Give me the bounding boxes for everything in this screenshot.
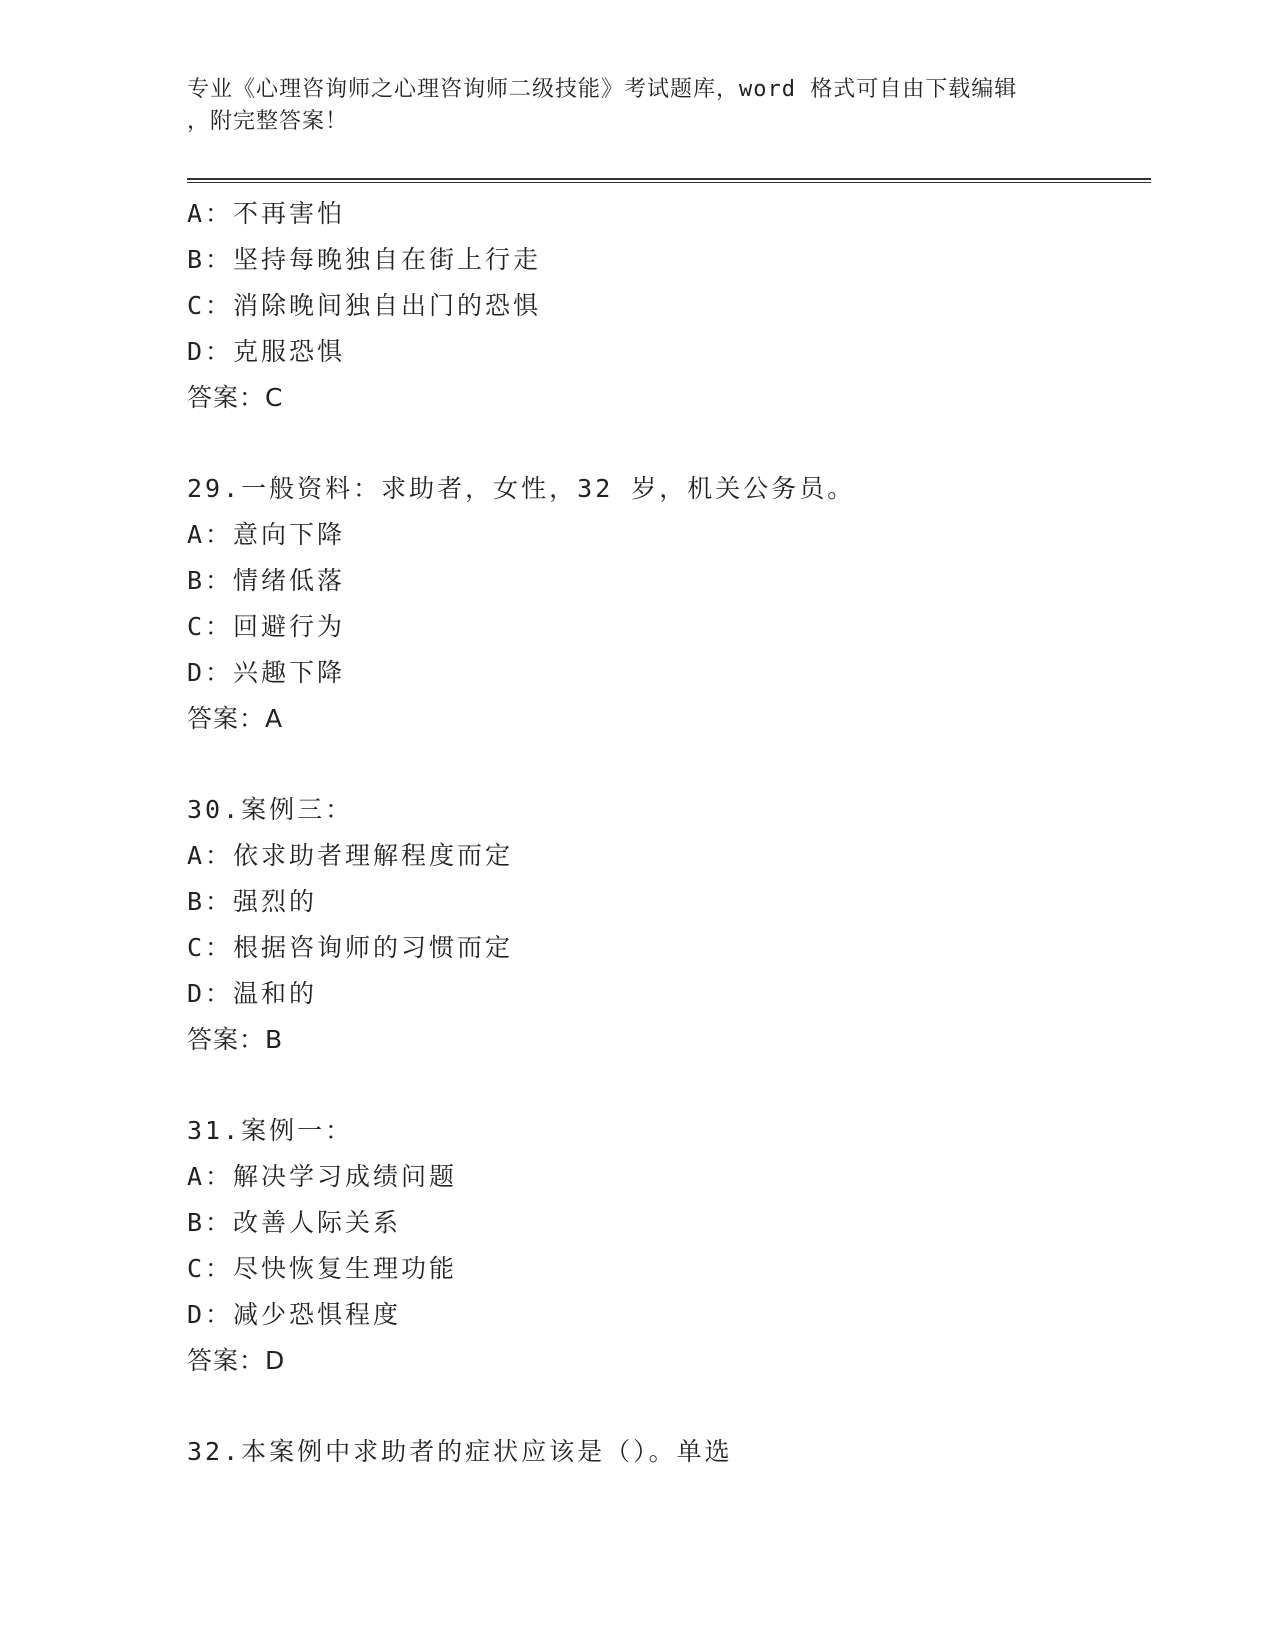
- question-30: [187, 787, 1147, 1063]
- answer-line: 答案：A: [187, 704, 284, 733]
- option-a: A：意向下降: [187, 520, 346, 549]
- option-a: A：依求助者理解程度而定: [187, 841, 514, 870]
- question-stem: 30.案例三：: [187, 795, 354, 824]
- question-list: [187, 191, 1147, 1475]
- option-a: A：不再害怕: [187, 199, 346, 228]
- question-stem: 31.案例一：: [187, 1116, 354, 1145]
- header-line-1: 专业《心理咨询师之心理咨询师二级技能》考试题库，word 格式可自由下载编辑: [187, 77, 1018, 102]
- option-c: C：根据咨询师的习惯而定: [187, 933, 514, 962]
- option-c: C：尽快恢复生理功能: [187, 1254, 458, 1283]
- option-a: A：解决学习成绩问题: [187, 1162, 458, 1191]
- answer-line: 答案：B: [187, 1025, 284, 1054]
- question-29: [187, 466, 1147, 742]
- option-b: B：情绪低落: [187, 566, 346, 595]
- option-d: D：温和的: [187, 979, 318, 1008]
- answer-line: 答案：D: [187, 1346, 286, 1375]
- question-stem: 29.一般资料：求助者，女性，32 岁，机关公务员。: [187, 474, 856, 503]
- question-31: [187, 1108, 1147, 1384]
- header-line-2: ，附完整答案！: [187, 109, 349, 134]
- header-divider: [187, 178, 1151, 183]
- option-b: B：改善人际关系: [187, 1208, 402, 1237]
- question-28-partial: [187, 191, 1147, 421]
- option-d: D：减少恐惧程度: [187, 1300, 402, 1329]
- answer-line: 答案：C: [187, 383, 284, 412]
- option-b: B：强烈的: [187, 887, 318, 916]
- option-d: D：兴趣下降: [187, 658, 346, 687]
- option-d: D：克服恐惧: [187, 337, 346, 366]
- question-32: [187, 1429, 1147, 1475]
- option-b: B：坚持每晚独自在街上行走: [187, 245, 542, 274]
- option-c: C：消除晚间独自出门的恐惧: [187, 291, 542, 320]
- document-header: [187, 74, 1087, 138]
- question-stem: 32.本案例中求助者的症状应该是（）。单选: [187, 1437, 733, 1466]
- option-c: C：回避行为: [187, 612, 346, 641]
